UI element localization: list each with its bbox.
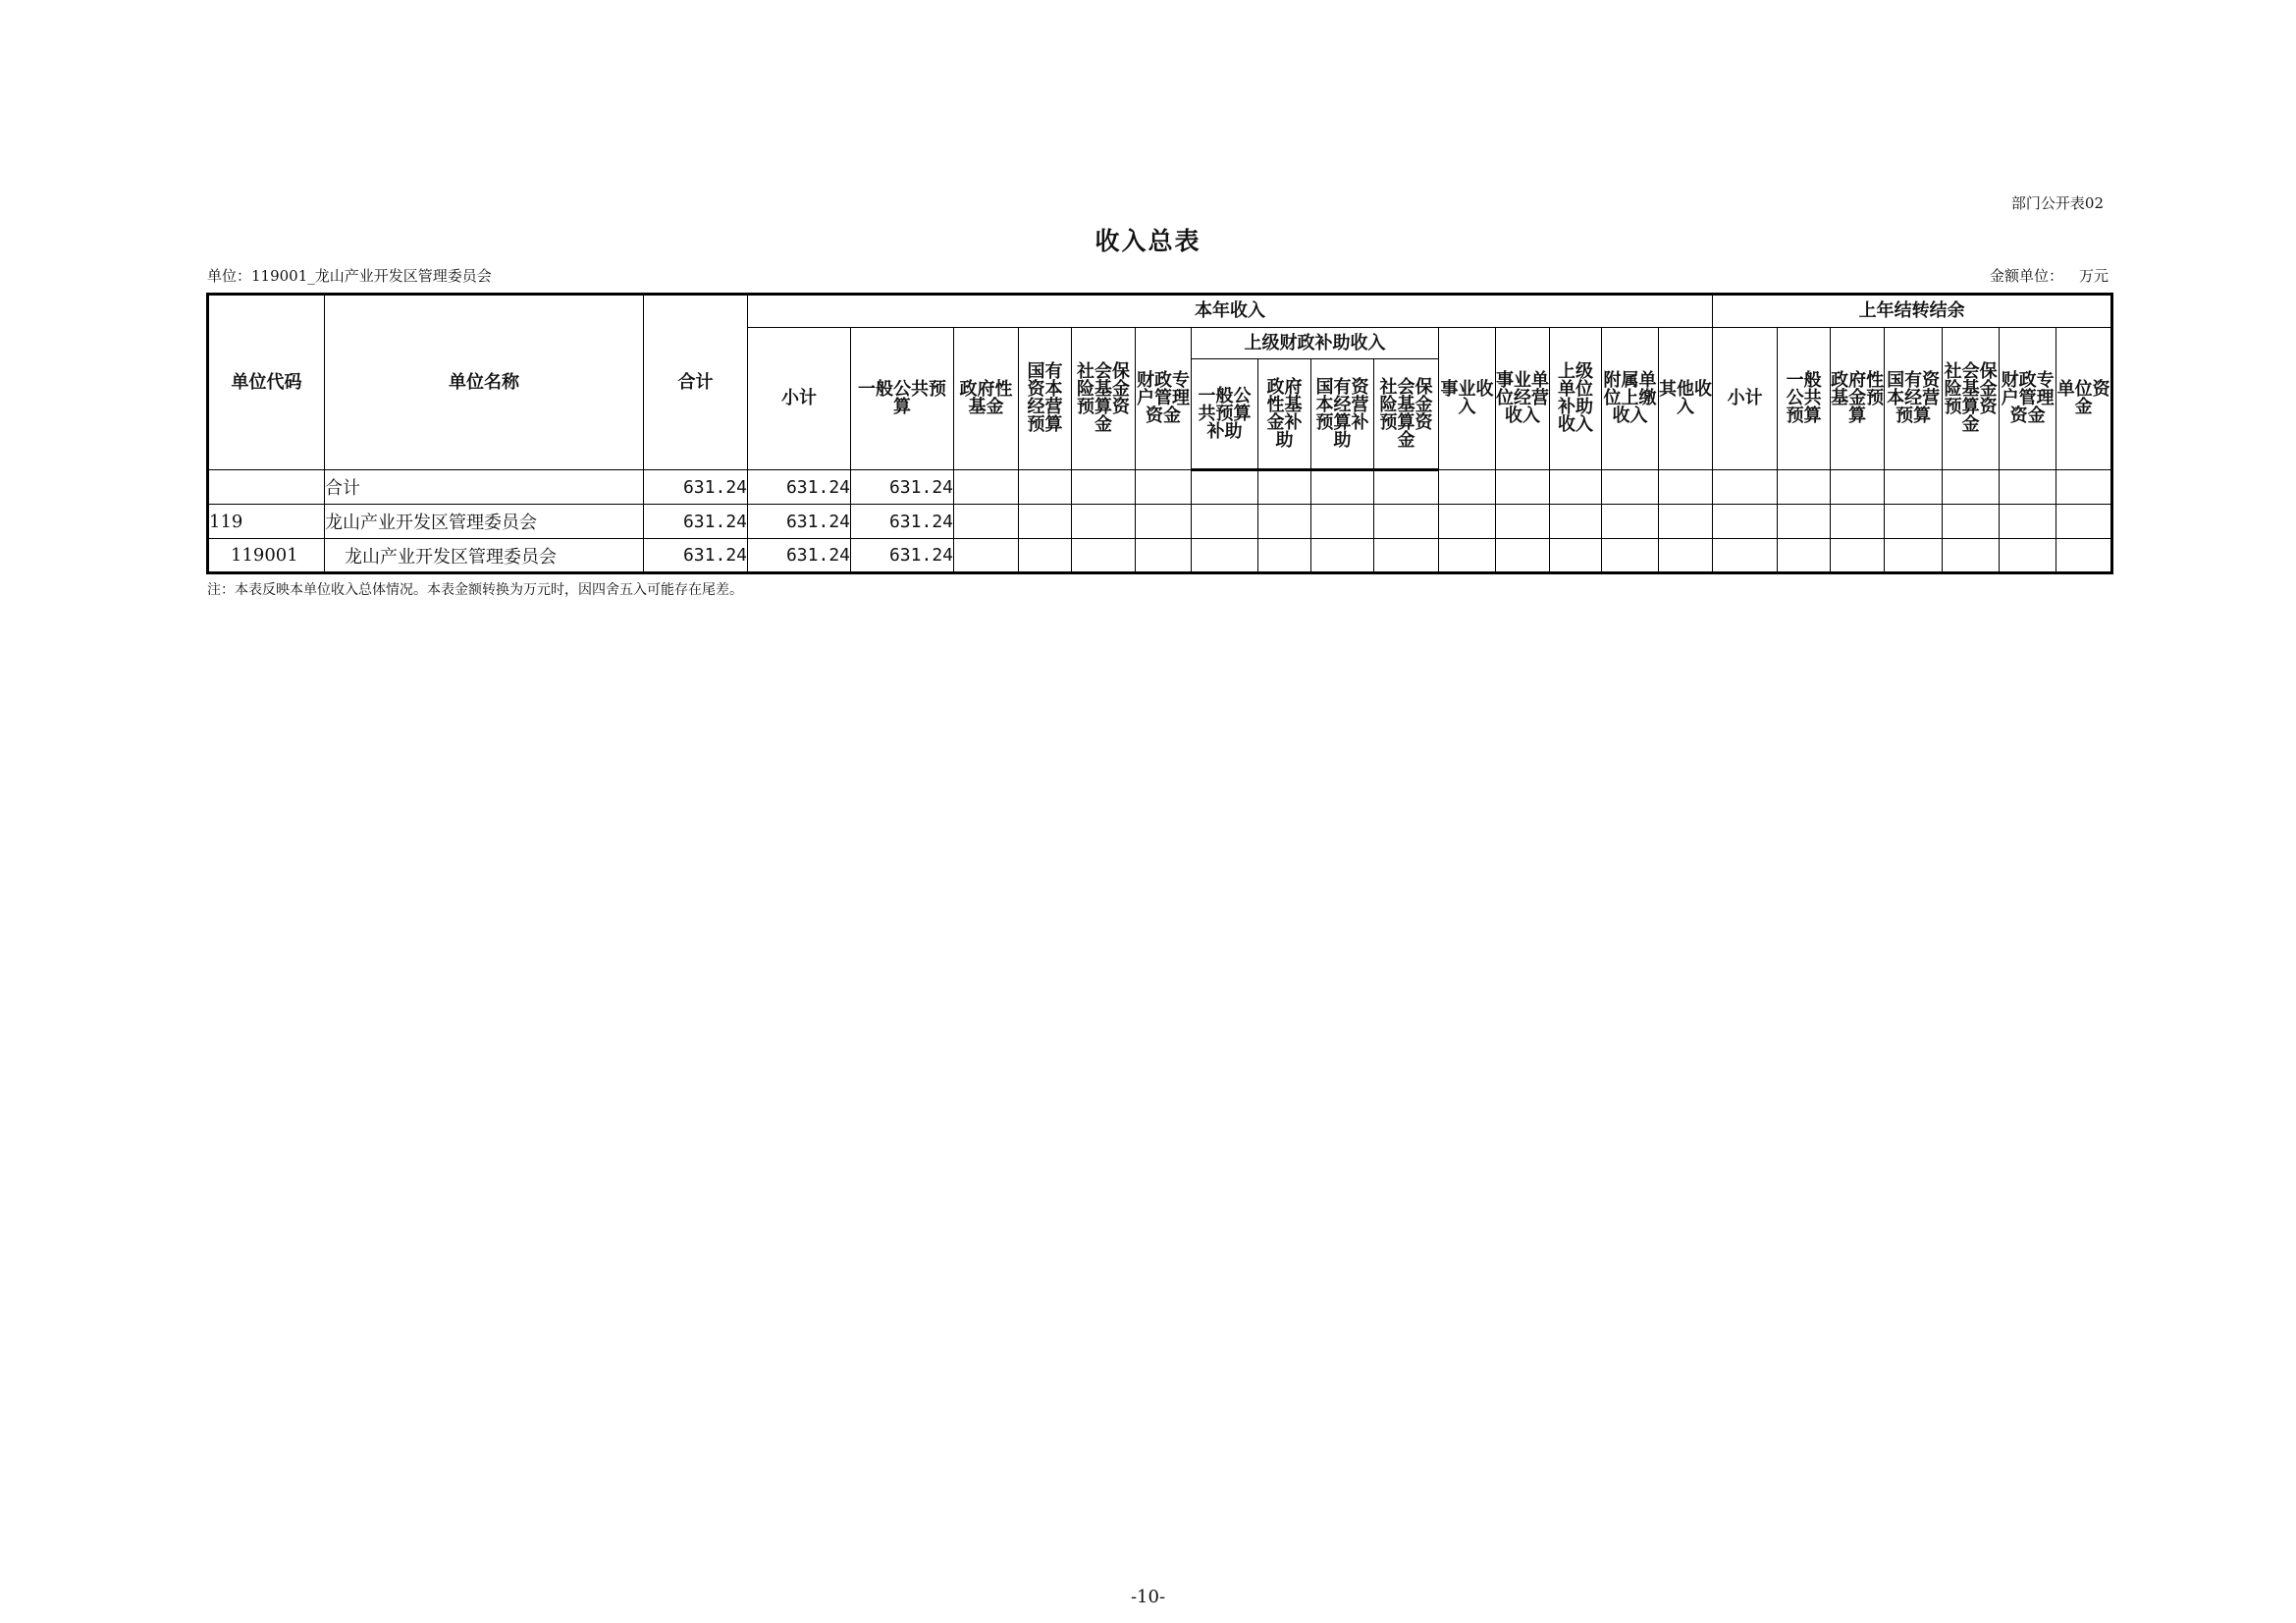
table-row (208, 539, 2112, 573)
empty-cell (1136, 470, 1192, 505)
empty-cell (1496, 470, 1550, 505)
amount-unit (1974, 265, 2109, 286)
row-total: 631.24 (644, 505, 748, 539)
empty-cell (1192, 539, 1258, 573)
header-general-budget: 一般公共预算 (851, 328, 954, 470)
row-code (208, 470, 325, 505)
empty-cell (1602, 470, 1659, 505)
empty-cell (1831, 539, 1885, 573)
page-number: -10- (1130, 1587, 1166, 1607)
header-superior-subsidy: 上级财政补助收入 (1192, 328, 1439, 359)
empty-cell (1258, 470, 1311, 505)
empty-cell (1374, 470, 1439, 505)
header-affiliated-income: 附属单位上缴收入 (1602, 328, 1659, 470)
empty-cell (1659, 505, 1713, 539)
header-current-year: 本年收入 (748, 295, 1713, 328)
table-row (208, 505, 2112, 539)
row-total: 631.24 (644, 470, 748, 505)
empty-cell (1374, 539, 1439, 573)
empty-cell (1713, 539, 1778, 573)
header-sub-gov-fund: 政府性基金补助 (1258, 359, 1311, 470)
empty-cell (2056, 470, 2112, 505)
row-general-budget: 631.24 (851, 505, 954, 539)
header-code: 单位代码 (208, 295, 325, 470)
page-title: 收入总表 (1095, 227, 1201, 255)
empty-cell (1311, 505, 1374, 539)
header-soe-budget: 国有资本经营预算 (1019, 328, 1072, 470)
income-summary-table (206, 293, 2113, 574)
empty-cell (1496, 539, 1550, 573)
empty-cell (1258, 505, 1311, 539)
empty-cell (1943, 470, 2000, 505)
empty-cell (2000, 470, 2056, 505)
header-fiscal-special: 财政专户管理资金 (1136, 328, 1192, 470)
header-name: 单位名称 (325, 295, 644, 470)
empty-cell (1778, 539, 1831, 573)
empty-cell (1778, 470, 1831, 505)
empty-cell (954, 505, 1019, 539)
empty-cell (1885, 505, 1943, 539)
empty-cell (1136, 539, 1192, 573)
row-code: 119 (208, 505, 325, 539)
empty-cell (1659, 539, 1713, 573)
empty-cell (1831, 470, 1885, 505)
header-operating-income: 事业单位经营收入 (1496, 328, 1550, 470)
empty-cell (1550, 505, 1602, 539)
header-carryover: 上年结转结余 (1713, 295, 2112, 328)
row-general-budget: 631.24 (851, 539, 954, 573)
empty-cell (1943, 505, 2000, 539)
header-sub-soe: 国有资本经营预算补助 (1311, 359, 1374, 470)
empty-cell (2056, 505, 2112, 539)
header-superior-unit-subsidy: 上级单位补助收入 (1550, 328, 1602, 470)
header-co-soe: 国有资本经营预算 (1885, 328, 1943, 470)
amount-unit-label: 金额单位： (1989, 267, 2063, 285)
empty-cell (954, 470, 1019, 505)
empty-cell (1019, 505, 1072, 539)
header-co-subtotal: 小计 (1713, 328, 1778, 470)
empty-cell (1550, 470, 1602, 505)
header-sub-social: 社会保险基金预算资金 (1374, 359, 1439, 470)
row-name: 合计 (325, 470, 644, 505)
header-gov-fund: 政府性基金 (954, 328, 1019, 470)
empty-cell (1602, 505, 1659, 539)
empty-cell (2000, 505, 2056, 539)
empty-cell (1943, 539, 2000, 573)
header-subtotal: 小计 (748, 328, 851, 470)
row-total: 631.24 (644, 539, 748, 573)
form-number: 部门公开表02 (2010, 194, 2104, 212)
empty-cell (1019, 470, 1072, 505)
table-row (208, 470, 2112, 505)
table-note: 注：本表反映本单位收入总体情况。本表金额转换为万元时，因四舍五入可能存在尾差。 (207, 582, 743, 598)
empty-cell (1550, 539, 1602, 573)
unit-label: 单位：119001_龙山产业开发区管理委员会 (207, 267, 492, 285)
row-name: 龙山产业开发区管理委员会 (325, 539, 644, 573)
header-co-unit: 单位资金 (2056, 328, 2112, 470)
empty-cell (1439, 539, 1496, 573)
header-other-income: 其他收入 (1659, 328, 1713, 470)
header-co-social: 社会保险基金预算资金 (1943, 328, 2000, 470)
header-co-general: 一般公共预算 (1778, 328, 1831, 470)
empty-cell (1831, 505, 1885, 539)
empty-cell (1439, 505, 1496, 539)
empty-cell (1019, 539, 1072, 573)
amount-unit-value: 万元 (2078, 267, 2109, 285)
empty-cell (1192, 470, 1258, 505)
row-subtotal: 631.24 (748, 539, 851, 573)
header-co-fiscal: 财政专户管理资金 (2000, 328, 2056, 470)
empty-cell (1072, 539, 1136, 573)
empty-cell (1258, 539, 1311, 573)
empty-cell (1311, 470, 1374, 505)
row-code: 119001 (208, 539, 325, 573)
row-subtotal: 631.24 (748, 505, 851, 539)
header-total: 合计 (644, 295, 748, 470)
header-sub-general: 一般公共预算补助 (1192, 359, 1258, 470)
empty-cell (1885, 470, 1943, 505)
header-co-gov-fund: 政府性基金预算 (1831, 328, 1885, 470)
header-business-income: 事业收入 (1439, 328, 1496, 470)
empty-cell (1374, 505, 1439, 539)
empty-cell (1602, 539, 1659, 573)
empty-cell (1439, 470, 1496, 505)
empty-cell (1192, 505, 1258, 539)
empty-cell (2056, 539, 2112, 573)
empty-cell (1311, 539, 1374, 573)
empty-cell (1713, 505, 1778, 539)
empty-cell (1136, 505, 1192, 539)
row-name: 龙山产业开发区管理委员会 (325, 505, 644, 539)
empty-cell (1072, 505, 1136, 539)
empty-cell (1778, 505, 1831, 539)
row-subtotal: 631.24 (748, 470, 851, 505)
empty-cell (1072, 470, 1136, 505)
empty-cell (1885, 539, 1943, 573)
empty-cell (1659, 470, 1713, 505)
empty-cell (2000, 539, 2056, 573)
header-social-insurance: 社会保险基金预算资金 (1072, 328, 1136, 470)
empty-cell (1713, 470, 1778, 505)
row-general-budget: 631.24 (851, 470, 954, 505)
empty-cell (954, 539, 1019, 573)
empty-cell (1496, 505, 1550, 539)
